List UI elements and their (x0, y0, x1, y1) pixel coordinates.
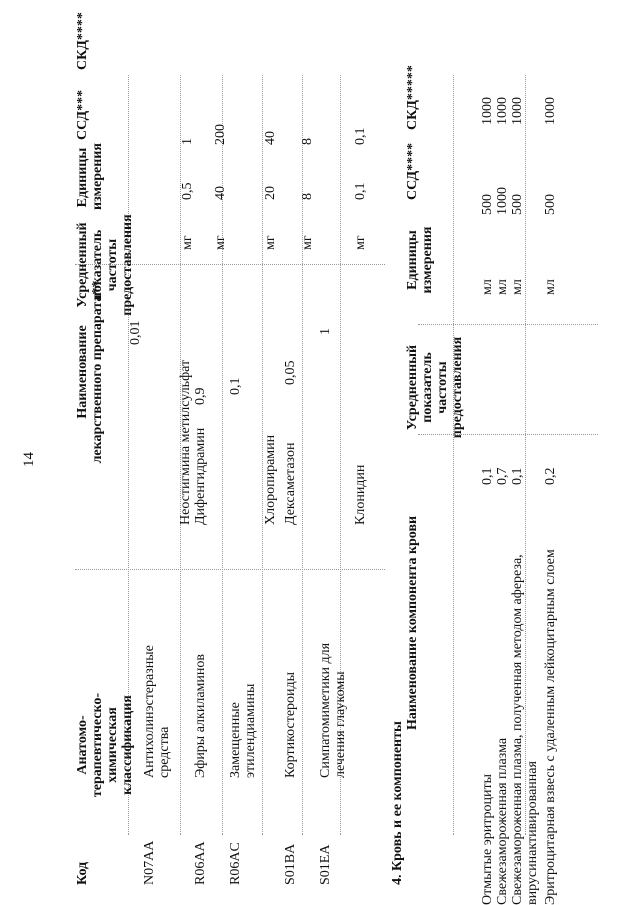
grid-line (302, 75, 303, 835)
header-code: Код (75, 861, 90, 885)
row-avg: 0,05 (283, 360, 298, 385)
row-ssd: 20 (263, 186, 278, 200)
component-row-name: Отмытые эритроциты (480, 773, 495, 905)
grid-line (75, 569, 385, 570)
row-unit: мг (213, 235, 228, 250)
component-row-avg: 0,2 (543, 467, 558, 485)
component-row-avg: 0,7 (495, 467, 510, 485)
row-ssd: 0,1 (353, 182, 368, 200)
component-row-avg: 0,1 (480, 467, 495, 485)
header-avg: Усредненный показатель частоты предоставления (75, 214, 135, 316)
header-ssd: ССД**** (405, 142, 420, 200)
row-atc: Кортикостероиды (283, 671, 298, 778)
component-row-skd: 1000 (543, 97, 558, 125)
row-atc: Замещенные этилендиамины (228, 683, 258, 778)
row-unit: мг (180, 235, 195, 250)
row-code: N07AA (142, 840, 157, 885)
row-skd: 200 (213, 124, 228, 145)
section-title: 4. Кровь и ее компоненты (390, 721, 405, 885)
component-row-skd: 1000 (480, 97, 495, 125)
row-avg: 0,01 (128, 320, 143, 345)
component-row-ssd: 500 (543, 194, 558, 215)
row-drug: Дексаметазон (283, 442, 298, 525)
row-avg: 1 (318, 328, 333, 335)
row-skd: 40 (263, 131, 278, 145)
component-row-ssd: 1000 (495, 187, 510, 215)
row-atc: Эфиры алкиламинов (193, 654, 208, 778)
row-code: S01BA (283, 843, 298, 885)
grid-line (453, 75, 454, 835)
component-row-avg: 0,1 (510, 467, 525, 485)
row-drug: Хлоропирамин (263, 434, 278, 525)
component-row-name: Свежезамороженная плазма, полученная методом афереза, вирусинактивированная (510, 554, 540, 905)
row-skd: 1 (180, 138, 195, 145)
row-unit: мг (263, 235, 278, 250)
row-drug: Дифенгидрамин (193, 427, 208, 525)
component-row-skd: 1000 (510, 97, 525, 125)
component-row-name: Эритроцитарная взвесь с удаленным лейкоцитарным слоем (543, 549, 558, 905)
header-skd: СКД**** (75, 12, 90, 70)
row-unit: мг (300, 235, 315, 250)
row-drug: Клонидин (353, 464, 368, 525)
row-drug: Неостигмина метилсульфат (178, 359, 193, 525)
row-ssd: 40 (213, 186, 228, 200)
component-row-unit: мл (543, 279, 558, 295)
row-unit: мг (353, 235, 368, 250)
header-drug: Наименование лекарственного препарата** (75, 280, 105, 464)
header-avg: Усредненный показатель частоты предоставления (405, 336, 465, 439)
component-row-ssd: 500 (480, 194, 495, 215)
row-atc: Антихолинэстеразные средства (142, 645, 172, 778)
page-number: 14 (21, 452, 37, 467)
row-ssd: 0,5 (180, 182, 195, 200)
row-avg: 0,1 (228, 377, 243, 395)
row-code: R06AC (228, 842, 243, 885)
row-skd: 8 (300, 138, 315, 145)
row-avg: 0,9 (193, 387, 208, 405)
header-component-name: Наименование компонента крови (405, 515, 420, 730)
row-ssd: 8 (300, 193, 315, 200)
row-atc: Симпатомиметики для лечения глаукомы (318, 642, 348, 778)
component-row-unit: мл (510, 279, 525, 295)
header-atc: Анатомо-терапевтическо-химическая классификация (75, 692, 135, 798)
header-skd: СКД***** (405, 65, 420, 130)
header-unit: Единицы измерения (75, 143, 105, 210)
component-row-skd: 1000 (495, 97, 510, 125)
component-row-unit: мл (495, 279, 510, 295)
header-ssd: ССД*** (75, 89, 90, 140)
row-skd: 0,1 (353, 127, 368, 145)
row-code: R06AA (193, 841, 208, 885)
component-row-ssd: 500 (510, 194, 525, 215)
header-unit: Единицы измерения (405, 226, 435, 294)
component-row-name: Свежезамороженная плазма (495, 737, 510, 905)
row-code: S01EA (318, 844, 333, 885)
component-row-unit: мл (480, 279, 495, 295)
